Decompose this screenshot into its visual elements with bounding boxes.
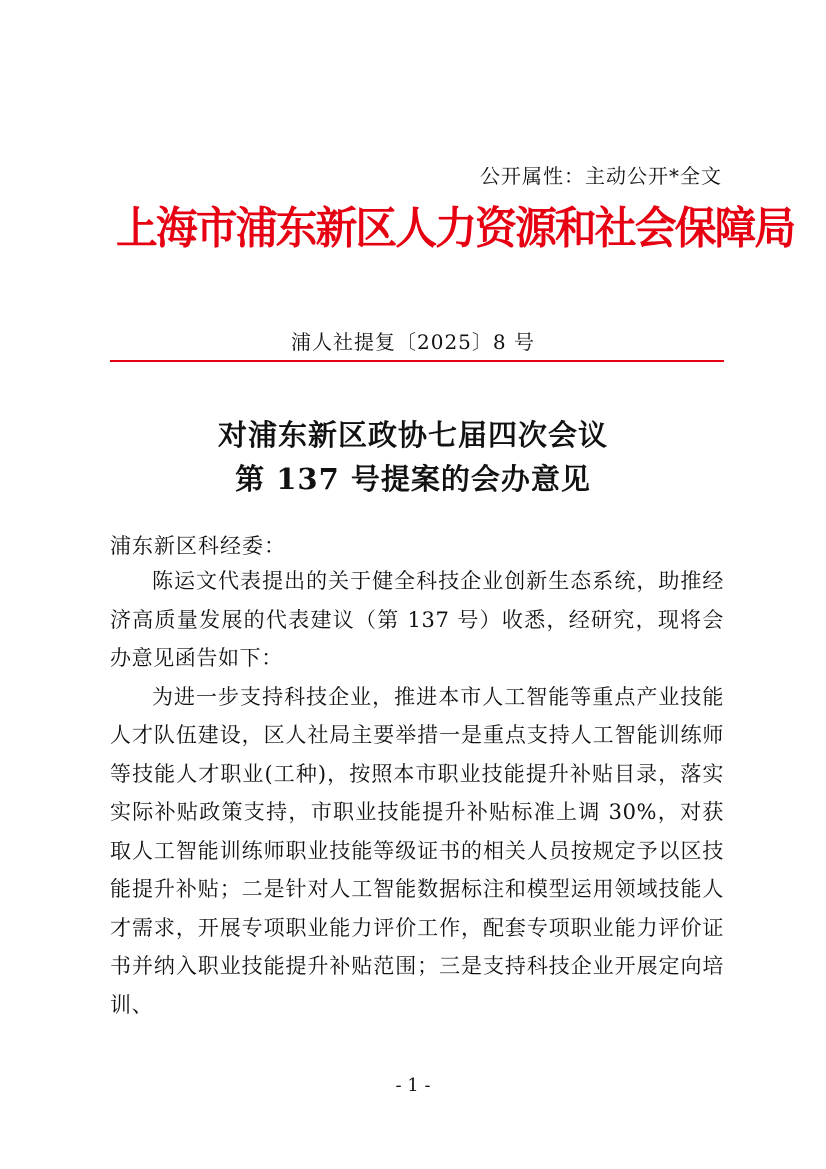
body-paragraph: 陈运文代表提出的关于健全科技企业创新生态系统，助推经济高质量发展的代表建议（第 137 号）收悉，经研究，现将会办意见函告如下： bbox=[110, 569, 724, 670]
disclosure-attribute: 公开属性：主动公开*全文 bbox=[480, 164, 722, 188]
body-paragraph: 为进一步支持科技企业，推进本市人工智能等重点产业技能人才队伍建设，区人社局主要举措一是重点支持人工智能训练师等技能人才职业(工种)，按照本市职业技能提升补贴目录，落实实际补贴政策支持，市职业技能提升补贴标准上调 30%，对获取人工智能训练师职业技能等级证书的相关人员按规定予以区技能提升补贴；二是针对人工智能数据标注和模型运用领域技能人才需求，开展专项职业能力评价工作，配套专项职业能力评价证书并纳入职业技能提升补贴范围；三是支持科技企业开展定向培训、 bbox=[110, 684, 724, 1017]
agency-header: 上海市浦东新区人力资源和社会保障局 bbox=[116, 203, 795, 254]
red-divider-line bbox=[110, 360, 724, 362]
page-number: - 1 - bbox=[395, 1075, 431, 1096]
document-number: 浦人社提复〔2025〕8 号 bbox=[291, 330, 535, 354]
document-body bbox=[110, 562, 724, 1024]
document-title-line-2: 第 137 号提案的会办意见 bbox=[235, 462, 591, 496]
salutation: 浦东新区科经委： bbox=[110, 534, 286, 558]
document-title-line-1: 对浦东新区政协七届四次会议 bbox=[217, 418, 608, 452]
